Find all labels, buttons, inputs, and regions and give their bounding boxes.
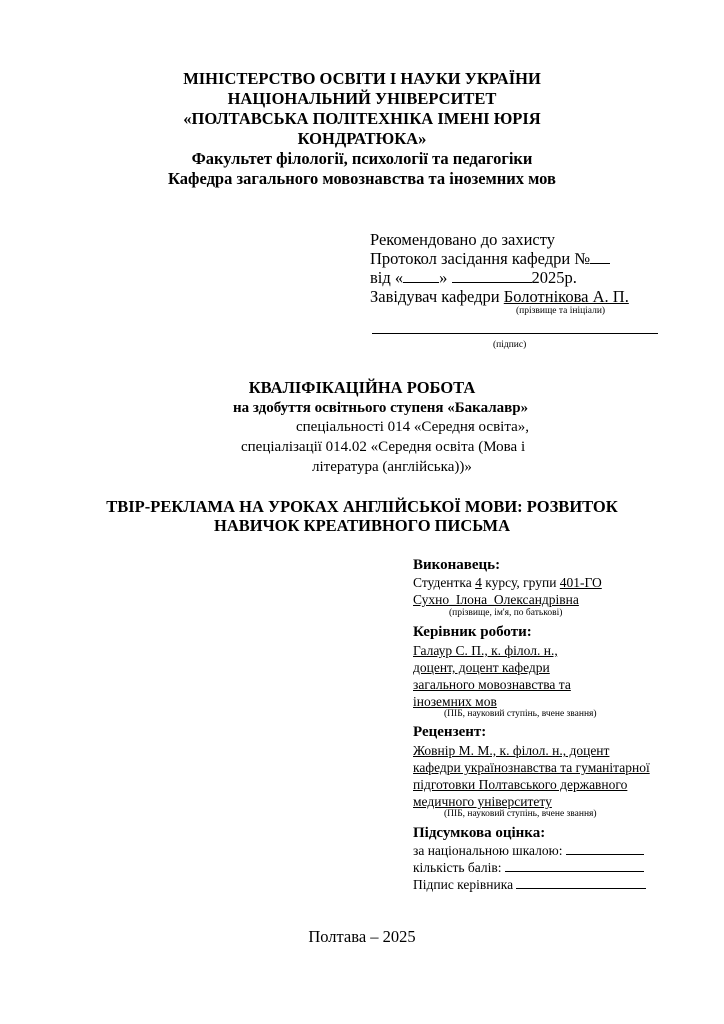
supervisor-signature-label: Підпис керівника [413, 877, 514, 892]
signature-line [372, 333, 658, 334]
reviewer-line-2: кафедри українознавства та гуманітарної [413, 760, 650, 775]
university-line-3: КОНДРАТЮКА» [297, 129, 427, 148]
university-line-2: «ПОЛТАВСЬКА ПОЛІТЕХНІКА ІМЕНІ ЮРІЯ [183, 109, 541, 128]
reviewer-heading: Рецензент: [413, 724, 487, 740]
points-line [413, 859, 644, 876]
day-blank [403, 282, 439, 283]
reviewer-line-3: підготовки Полтавського державного [413, 777, 628, 792]
head-of-department-line [370, 287, 629, 307]
year-text: 2025р. [531, 268, 577, 287]
date-middle: » [439, 268, 448, 287]
head-label: Завідувач кафедри [370, 287, 504, 306]
protocol-line [370, 249, 610, 269]
month-blank [452, 282, 532, 283]
national-scale-label: за національною шкалою: [413, 843, 563, 858]
specialization-line-2: література (англійська))» [312, 459, 472, 475]
protocol-number-blank [590, 263, 610, 264]
points-label: кількість балів: [413, 860, 502, 875]
city-year: Полтава – 2025 [308, 927, 416, 946]
university-line-1: НАЦІОНАЛЬНИЙ УНІВЕРСИТЕТ [227, 89, 497, 108]
points-blank [505, 871, 644, 872]
reviewer-line-4: медичного університету [413, 794, 552, 809]
national-scale-blank [566, 854, 644, 855]
student-name-caption: (прізвище, ім'я, по батькові) [449, 608, 563, 618]
grade-heading: Підсумкова оцінка: [413, 825, 546, 841]
supervisor-signature-blank [516, 888, 646, 889]
supervisor-caption: (ПІБ, науковий ступінь, вчене звання) [444, 709, 597, 719]
date-prefix: від « [370, 268, 404, 287]
reviewer-caption: (ПІБ, науковий ступінь, вчене звання) [444, 809, 597, 819]
student-prefix: Студентка [413, 575, 476, 590]
department-name: Кафедра загального мовознавства та іноземних мов [168, 169, 556, 188]
reviewer-line-1: Жовнір М. М., к. філол. н., доцент [413, 743, 610, 758]
name-caption: (прізвище та ініціали) [516, 306, 606, 316]
student-group: 401-ГО [559, 575, 602, 590]
recommended-text: Рекомендовано до захисту [370, 230, 555, 249]
work-title-line-2: НАВИЧОК КРЕАТИВНОГО ПИСЬМА [213, 516, 511, 535]
signature-caption: (підпис) [493, 340, 527, 350]
head-name: Болотнікова А. П. [503, 287, 629, 306]
student-line [413, 574, 602, 591]
student-name: Сухно_Ілона_Олександрівна [413, 592, 579, 607]
faculty-name: Факультет філології, психології та педагогіки [191, 149, 533, 168]
national-scale-line [413, 842, 644, 859]
supervisor-line-1: Галаур С. П., к. філол. н., [413, 643, 558, 658]
supervisor-signature-line [413, 876, 646, 893]
specialization-line-1: спеціалізації 014.02 «Середня освіта (Мова і [241, 439, 526, 455]
supervisor-line-2: доцент, доцент кафедри [413, 660, 550, 675]
degree-line: на здобуття освітнього ступеня «Бакалавр» [233, 400, 529, 416]
supervisor-heading: Керівник роботи: [413, 624, 532, 640]
work-title-line-1: ТВІР-РЕКЛАМА НА УРОКАХ АНГЛІЙСЬКОЇ МОВИ: РОЗВИТОК [106, 497, 618, 516]
supervisor-line-3: загального мовознавства та [413, 677, 571, 692]
ministry-heading: МІНІСТЕРСТВО ОСВІТИ І НАУКИ УКРАЇНИ [183, 69, 541, 88]
supervisor-line-4: іноземних мов [413, 694, 497, 709]
executor-heading: Виконавець: [413, 557, 501, 573]
student-course-suffix: курсу, групи [481, 575, 560, 590]
date-line [370, 268, 577, 288]
student-course: 4 [475, 575, 482, 590]
work-type: КВАЛІФІКАЦІЙНА РОБОТА [248, 378, 476, 397]
specialty-line: спеціальності 014 «Середня освіта», [296, 419, 529, 435]
protocol-text: Протокол засідання кафедри № [370, 249, 591, 268]
